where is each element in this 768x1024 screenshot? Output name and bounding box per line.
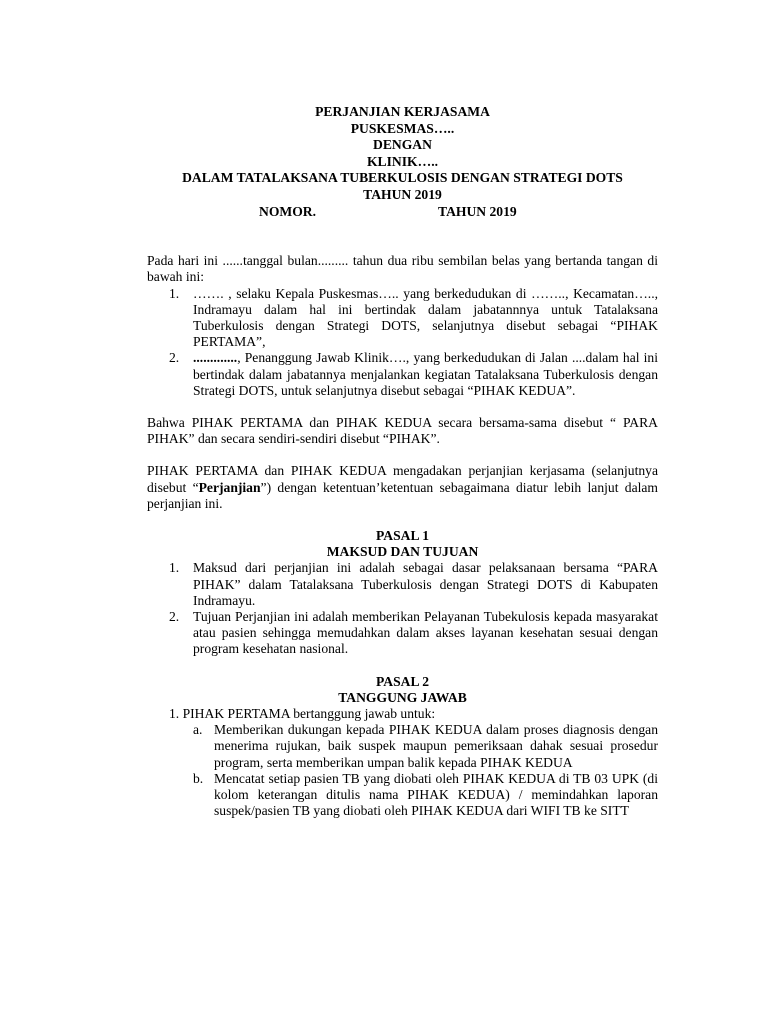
pasal-2-heading: PASAL 2 — [375, 673, 429, 689]
document-page — [147, 104, 658, 819]
party-item — [147, 286, 658, 351]
title-line-1: PERJANJIAN KERJASAMA — [315, 104, 490, 119]
para-agreement-before: PIHAK PERTAMA dan PIHAK KEDUA mengadakan perjanjian kerjasama (selanjutnya disebut “ — [147, 463, 658, 495]
title-line-5: DALAM TATALAKSANA TUBERKULOSIS DENGAN STRATEGI DOTS — [182, 170, 623, 186]
nomor-line — [147, 204, 658, 221]
pasal-1-heading: PASAL 1 — [375, 528, 429, 543]
party-name-placeholder: ............. — [193, 350, 238, 366]
pasal-1-list — [147, 560, 658, 657]
list-number: 1. — [169, 285, 180, 301]
pasal-1-item — [147, 560, 658, 609]
title-line-3: DENGAN — [373, 137, 432, 153]
para-agreement — [147, 463, 658, 512]
nomor-label: NOMOR. — [259, 203, 317, 219]
list-number: 2. — [169, 350, 180, 366]
pasal-2-item — [147, 722, 658, 771]
para-agreement-after: ”) dengan ketentuan’ketentuan sebagaimana diatur lebih lanjut dalam perjanjian ini. — [147, 479, 659, 511]
pasal-2-item-text: Mencatat setiap pasien TB yang diobati oleh PIHAK KEDUA di TB 03 UPK (di kolom keterangan ditulis nama PIHAK KEDUA) / memindahkan laporan suspek/pasien TB yang diobati oleh PIHAK KEDUA dari WIFI TB ke SITT — [214, 770, 658, 819]
title-line-2: PUSKESMAS….. — [350, 120, 455, 136]
document-title-block — [147, 104, 658, 220]
para-agreement-bold: Perjanjian — [198, 479, 261, 495]
pasal-2-item-text: Memberikan dukungan kepada PIHAK KEDUA dalam proses diagnosis dengan menerima rujukan, baik suspek maupun pemeriksaan dahak sesuai prosedur program, serta memberikan umpan balik kepada PIHAK KEDUA — [214, 722, 658, 770]
list-number: 2. — [169, 609, 180, 625]
pasal-1-item-text: Tujuan Perjanjian ini adalah memberikan Pelayanan Tubekulosis kepada masyarakat atau pasien sehingga memudahkan dalam akses layanan kesehatan sesuai dengan program kesehatan nasional. — [193, 609, 658, 657]
pasal-2-item — [147, 771, 658, 820]
pasal-2-intro: 1. PIHAK PERTAMA bertanggung jawab untuk: — [169, 706, 436, 722]
party-item — [147, 350, 658, 399]
pasal-1-item-text: Maksud dari perjanjian ini adalah sebagai dasar pelaksanaan bersama “PARA PIHAK” dalam Tatalaksana Tuberkulosis dengan Strategi DOTS di Kabupaten Indramayu. — [193, 560, 658, 608]
party-text: ……. , selaku Kepala Puskesmas….. yang berkedudukan di …….., Kecamatan….., Indramayu dalam hal ini bertindak dalam jabatannnya untuk Tatalaksana Tuberkulosis dengan Strategi DOTS, selanjutnya disebut sebagai “PIHAK PERTAMA”, — [193, 285, 658, 350]
title-line-6: TAHUN 2019 — [363, 186, 442, 202]
intro-paragraph: Pada hari ini ......tanggal bulan......... tahun dua ribu sembilan belas yang bertanda tangan di bawah ini: — [147, 253, 658, 285]
pasal-1-item — [147, 609, 658, 658]
list-number: 1. — [169, 560, 180, 576]
pasal-2-title: TANGGUNG JAWAB — [338, 689, 467, 705]
pasal-1-title: MAKSUD DAN TUJUAN — [326, 544, 479, 560]
para-parties-definition: Bahwa PIHAK PERTAMA dan PIHAK KEDUA secara bersama-sama disebut “ PARA PIHAK” dan secara sendiri-sendiri disebut “PIHAK”. — [147, 414, 658, 447]
list-letter: b. — [193, 770, 204, 786]
parties-list — [147, 286, 658, 399]
pasal-2-list — [147, 722, 658, 819]
party-text: , Penanggung Jawab Klinik…., yang berkedudukan di Jalan ....dalam hal ini bertindak dalam jabatannya menjalankan kegiatan Tatalaksana Tuberkulosis dengan Strategi DOTS, untuk selanjutnya disebut sebagai “PIHAK KEDUA”. — [193, 350, 658, 398]
title-line-4: KLINIK….. — [366, 153, 438, 169]
nomor-year: TAHUN 2019 — [438, 203, 517, 219]
list-letter: a. — [193, 722, 203, 738]
